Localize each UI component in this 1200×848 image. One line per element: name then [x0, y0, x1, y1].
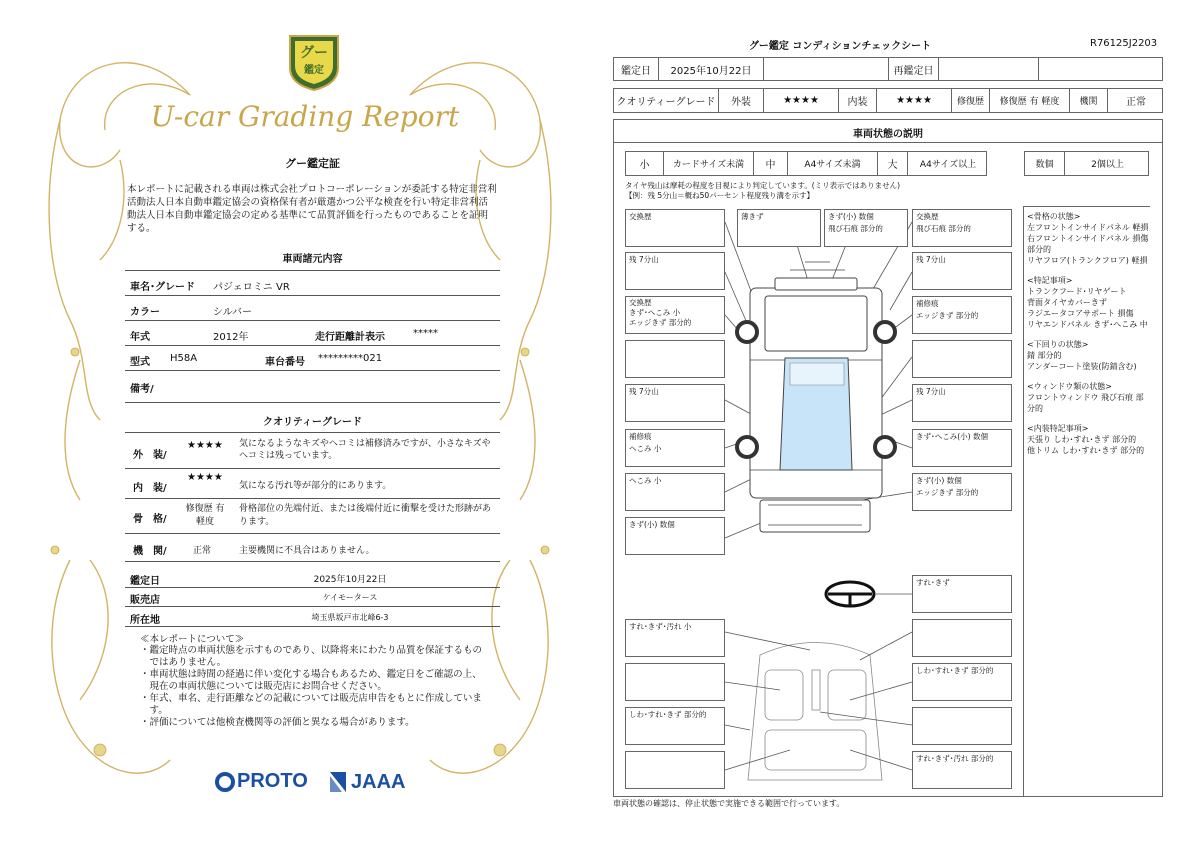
exterior-note-text: 交換歴 [629, 212, 652, 221]
exterior-note-text: 補修痕 へこみ 小 [629, 432, 662, 453]
exterior-note-box [912, 473, 1012, 511]
ext-label: 外装 [719, 89, 764, 112]
exterior-note-text: 交換歴 飛び石痕 部分的 [916, 212, 971, 233]
remark-line: 錆 部分的 [1027, 351, 1062, 360]
remark-line: <下回りの状態> [1027, 340, 1089, 349]
exterior-note-text: 交換歴 きず･へこみ 小 エッジきず 部分的 [629, 298, 692, 327]
name-label: 車名･グレード [130, 282, 195, 293]
proto-mark-icon [215, 772, 235, 792]
exterior-note-text: きず･へこみ(小) 数個 [916, 432, 988, 441]
grade-label: 外 装/ [133, 450, 167, 461]
grade-row-frame [125, 499, 500, 534]
grade-value: 正常 [193, 546, 212, 556]
count-label: 数個 [1025, 152, 1065, 175]
spec-row-model [125, 346, 500, 371]
exterior-note-box [625, 296, 725, 334]
grade-heading: クオリティーグレード [263, 417, 362, 428]
dealer-row [125, 588, 500, 607]
note-text: 鑑定時点の車両状態を示すものであり、以降将来にわたり品質を保証するものではありません。 [149, 645, 483, 668]
badge-text: グー [300, 45, 328, 61]
spec-row-color [125, 296, 500, 321]
engine-value: 正常 [1126, 97, 1146, 108]
size-small-desc: カードサイズ未満 [664, 152, 754, 175]
exterior-note-box [824, 209, 908, 247]
chassis-label: 車台番号 [265, 357, 305, 368]
location-row [125, 607, 500, 627]
count-desc: 2個以上 [1091, 160, 1124, 170]
exterior-note-text: きず(小) 数個 エッジきず 部分的 [916, 476, 979, 497]
script-title: U-car Grading Report [150, 100, 460, 133]
sheet-footer: 車両状態の確認は、停止状態で実施できる範囲で行っています。 [613, 799, 845, 808]
ext-value: ★★★★ [764, 89, 839, 112]
interior-note-box [625, 663, 725, 701]
dealer-value: ケイモータース [322, 593, 378, 602]
exterior-note-box [625, 429, 725, 467]
check-sheet [600, 0, 1200, 848]
tire-note-2: 【例：残 5分山＝概ね50パーセント程度残り溝を示す】 [625, 191, 815, 200]
remark-line: リヤエンドパネル きず･へこみ 中 [1027, 320, 1148, 329]
spec-row-note [125, 371, 500, 403]
grade-summary-label: クオリティーグレード [614, 89, 719, 112]
interior-note-box [625, 751, 725, 789]
exterior-note-text: 補修痕 エッジきず 部分的 [916, 299, 979, 320]
repair-value: 修復歴 有 軽度 [990, 89, 1070, 112]
interior-note-text: すれ･きず･汚れ 小 [629, 622, 692, 631]
name-value: パジェロミニ VR [213, 282, 290, 293]
notes-list [140, 645, 490, 729]
remark-line: <内装特記事項> [1027, 424, 1089, 433]
exterior-note-text: きず(小) 数個 [629, 520, 675, 529]
int-label: 内装 [839, 89, 877, 112]
exterior-note-text: 残 7分山 [629, 255, 659, 264]
state-heading: 車両状態の説明 [853, 129, 923, 140]
exterior-note-text: 残 7分山 [916, 255, 946, 264]
interior-note-text: しわ･すれ･きず 部分的 [916, 666, 994, 675]
remark-line: 部分的 [1027, 245, 1051, 254]
tire-note-1: タイヤ残山は摩耗の程度を目視により判定しています。(ミリ表示ではありません) [625, 181, 901, 190]
exterior-note-box [737, 209, 821, 247]
proto-logo [215, 770, 308, 793]
note-item: ・ 鑑定時点の車両状態を示すものであり、以降将来にわたり品質を保証するものではありません。 [140, 645, 490, 669]
exterior-note-text: 残 7分山 [916, 387, 946, 396]
grade-value: ★★★★ [187, 440, 223, 451]
remark-line: アンダーコート塗装(防錆含む) [1027, 362, 1137, 371]
size-mid: 中 [754, 152, 788, 175]
spec-heading: 車両諸元内容 [282, 254, 343, 265]
interior-note-text: すれ･きず･汚れ 部分的 [916, 754, 994, 763]
model-label: 型式 [130, 357, 150, 368]
exterior-note-text: 残 7分山 [629, 387, 659, 396]
size-mid-desc: A4サイズ未満 [788, 152, 878, 175]
interior-note-box [912, 619, 1012, 657]
exterior-note-box [912, 209, 1012, 247]
remark-line: トランクフード･リヤゲート [1027, 287, 1127, 296]
exterior-note-box [625, 252, 725, 290]
remark-line: 左フロントインサイドパネル 軽損 [1027, 223, 1149, 232]
size-large-desc: A4サイズ以上 [919, 160, 977, 170]
exterior-note-box [912, 252, 1012, 290]
exterior-note-box [625, 517, 725, 555]
interior-note-box [625, 707, 725, 745]
exterior-note-box [912, 340, 1012, 378]
year-value: 2012年 [213, 332, 249, 343]
repair-label: 修復歴 [952, 89, 990, 112]
interior-note-box [912, 707, 1012, 745]
note-text: 車両状態は時間の経過に伴い変化する場合もあるため、鑑定日をご確認の上、現在の車両状態については販売店にお問合せください。 [149, 669, 482, 692]
exterior-note-text: 薄きず [741, 212, 764, 221]
chassis-value: *********021 [318, 353, 383, 364]
remark-line: <特記事項> [1027, 276, 1073, 285]
note-text: 年式、車名、走行距離などの記載については販売店申告をもとに作成しています。 [149, 693, 482, 716]
notes-heading: ≪本レポートについて≫ [140, 634, 245, 645]
grade-label: 機 関/ [133, 546, 167, 557]
date-value: 2025年10月22日 [659, 58, 764, 80]
exterior-note-box [912, 429, 1012, 467]
intro-text: 本レポートに記載される車両は株式会社プロトコーポレーションが委託する特定非営利活動法人日本自動車鑑定協会の資格保有者が厳選かつ公平な検査を行い特定非営利活動法人日本自動車鑑定協会の定める基準にて品質評価を行ったものであることを証明する。 [127, 184, 497, 234]
reinspect-label: 再鑑定日 [889, 58, 939, 80]
interior-note-box [625, 619, 725, 657]
interior-note-text: しわ･すれ･きず 部分的 [629, 710, 707, 719]
badge-sub: 鑑定 [304, 65, 324, 76]
grade-row-engine [125, 534, 500, 562]
grade-desc: 気になる汚れ等が部分的にあります。 [239, 481, 392, 491]
model-value: H58A [170, 353, 198, 364]
grade-desc: 主要機関に不具合はありません。 [239, 546, 375, 556]
goo-badge [286, 32, 342, 92]
grade-value: ★★★★ [187, 472, 223, 483]
exterior-note-text: へこみ 小 [629, 476, 662, 485]
inspection-date-label: 鑑定日 [130, 576, 160, 587]
grade-desc: 骨格部位の先端付近、または後端付近に衝撃を受けた形跡があります。 [239, 504, 492, 527]
remark-line: 背面タイヤカバーきず [1027, 298, 1107, 307]
jaaa-logo [328, 770, 405, 794]
exterior-note-box [625, 384, 725, 422]
spec-row-year [125, 321, 500, 346]
grade-desc: 気になるようなキズやヘコミは補修済みですが、小さなキズやヘコミは残っています。 [239, 439, 491, 461]
location-value: 埼玉県坂戸市北峰6-3 [311, 613, 389, 622]
remark-line: フロントウィンドウ 飛び石痕 部分的 [1027, 393, 1144, 413]
exterior-note-box [625, 340, 725, 378]
grade-row-interior [125, 469, 500, 499]
location-label: 所在地 [130, 615, 160, 626]
exterior-note-box [912, 384, 1012, 422]
remark-line: 他トリム しわ･すれ･きず 部分的 [1027, 446, 1145, 455]
jaaa-text: JAAA [351, 770, 406, 793]
exterior-note-box [912, 296, 1012, 334]
date-label: 鑑定日 [614, 58, 659, 80]
exterior-note-text: きず(小) 数個 飛び石痕 部分的 [828, 212, 883, 233]
note-label: 備考/ [130, 384, 154, 395]
spec-row-name [125, 271, 500, 296]
inspection-date-row [125, 566, 500, 588]
remark-line: <ウィンドウ類の状態> [1027, 382, 1112, 391]
remark-line: ラジエータコアサポート 損傷 [1027, 309, 1134, 318]
remark-line: リヤフロア(トランクフロア) 軽損 [1027, 256, 1148, 265]
certificate-heading: グー鑑定証 [285, 157, 340, 170]
year-label: 年式 [130, 332, 150, 343]
jaaa-mark-icon [328, 770, 348, 794]
mileage-value: ***** [413, 328, 438, 339]
engine-label: 機関 [1070, 89, 1108, 112]
note-item: ・ 車両状態は時間の経過に伴い変化する場合もあるため、鑑定日をご確認の上、現在の車両状態については販売店にお問合せください。 [140, 669, 490, 693]
steering-note-text: すれ･きず [916, 578, 950, 587]
remark-line: 右フロントインサイドパネル 損傷 [1027, 234, 1149, 243]
grade-value: 修復歴 有 軽度 [185, 504, 225, 527]
steering-note-box [912, 575, 1012, 613]
proto-text: PROTO [237, 770, 308, 792]
dealer-label: 販売店 [130, 595, 160, 606]
size-small: 小 [626, 152, 664, 175]
interior-note-box [912, 663, 1012, 701]
remark-line: <骨格の状態> [1027, 212, 1081, 221]
inspection-date-value: 2025年10月22日 [313, 575, 387, 585]
remark-line: 天張り しわ･すれ･きず 部分的 [1027, 435, 1137, 444]
sheet-code: R76125J2203 [1090, 38, 1158, 49]
size-large: 大 [878, 152, 908, 175]
note-item: ・ 評価については他検査機関等の評価と異なる場合があります。 [140, 717, 415, 728]
exterior-note-box [625, 209, 725, 247]
sheet-title: グー鑑定 コンディションチェックシート [748, 41, 932, 52]
mileage-label: 走行距離計表示 [315, 332, 385, 343]
int-value: ★★★★ [877, 89, 952, 112]
note-item: ・ 年式、車名、走行距離などの記載については販売店申告をもとに作成しています。 [140, 693, 490, 717]
steering-wheel-icon [826, 582, 874, 606]
grade-label: 内 装/ [133, 483, 167, 494]
grade-row-exterior [125, 433, 500, 469]
grade-label: 骨 格/ [133, 514, 167, 525]
note-text: 評価については他検査機関等の評価と異なる場合があります。 [149, 717, 415, 728]
interior-note-box [912, 751, 1012, 789]
color-value: シルバー [213, 307, 253, 318]
exterior-note-box [625, 473, 725, 511]
color-label: カラー [130, 307, 160, 318]
